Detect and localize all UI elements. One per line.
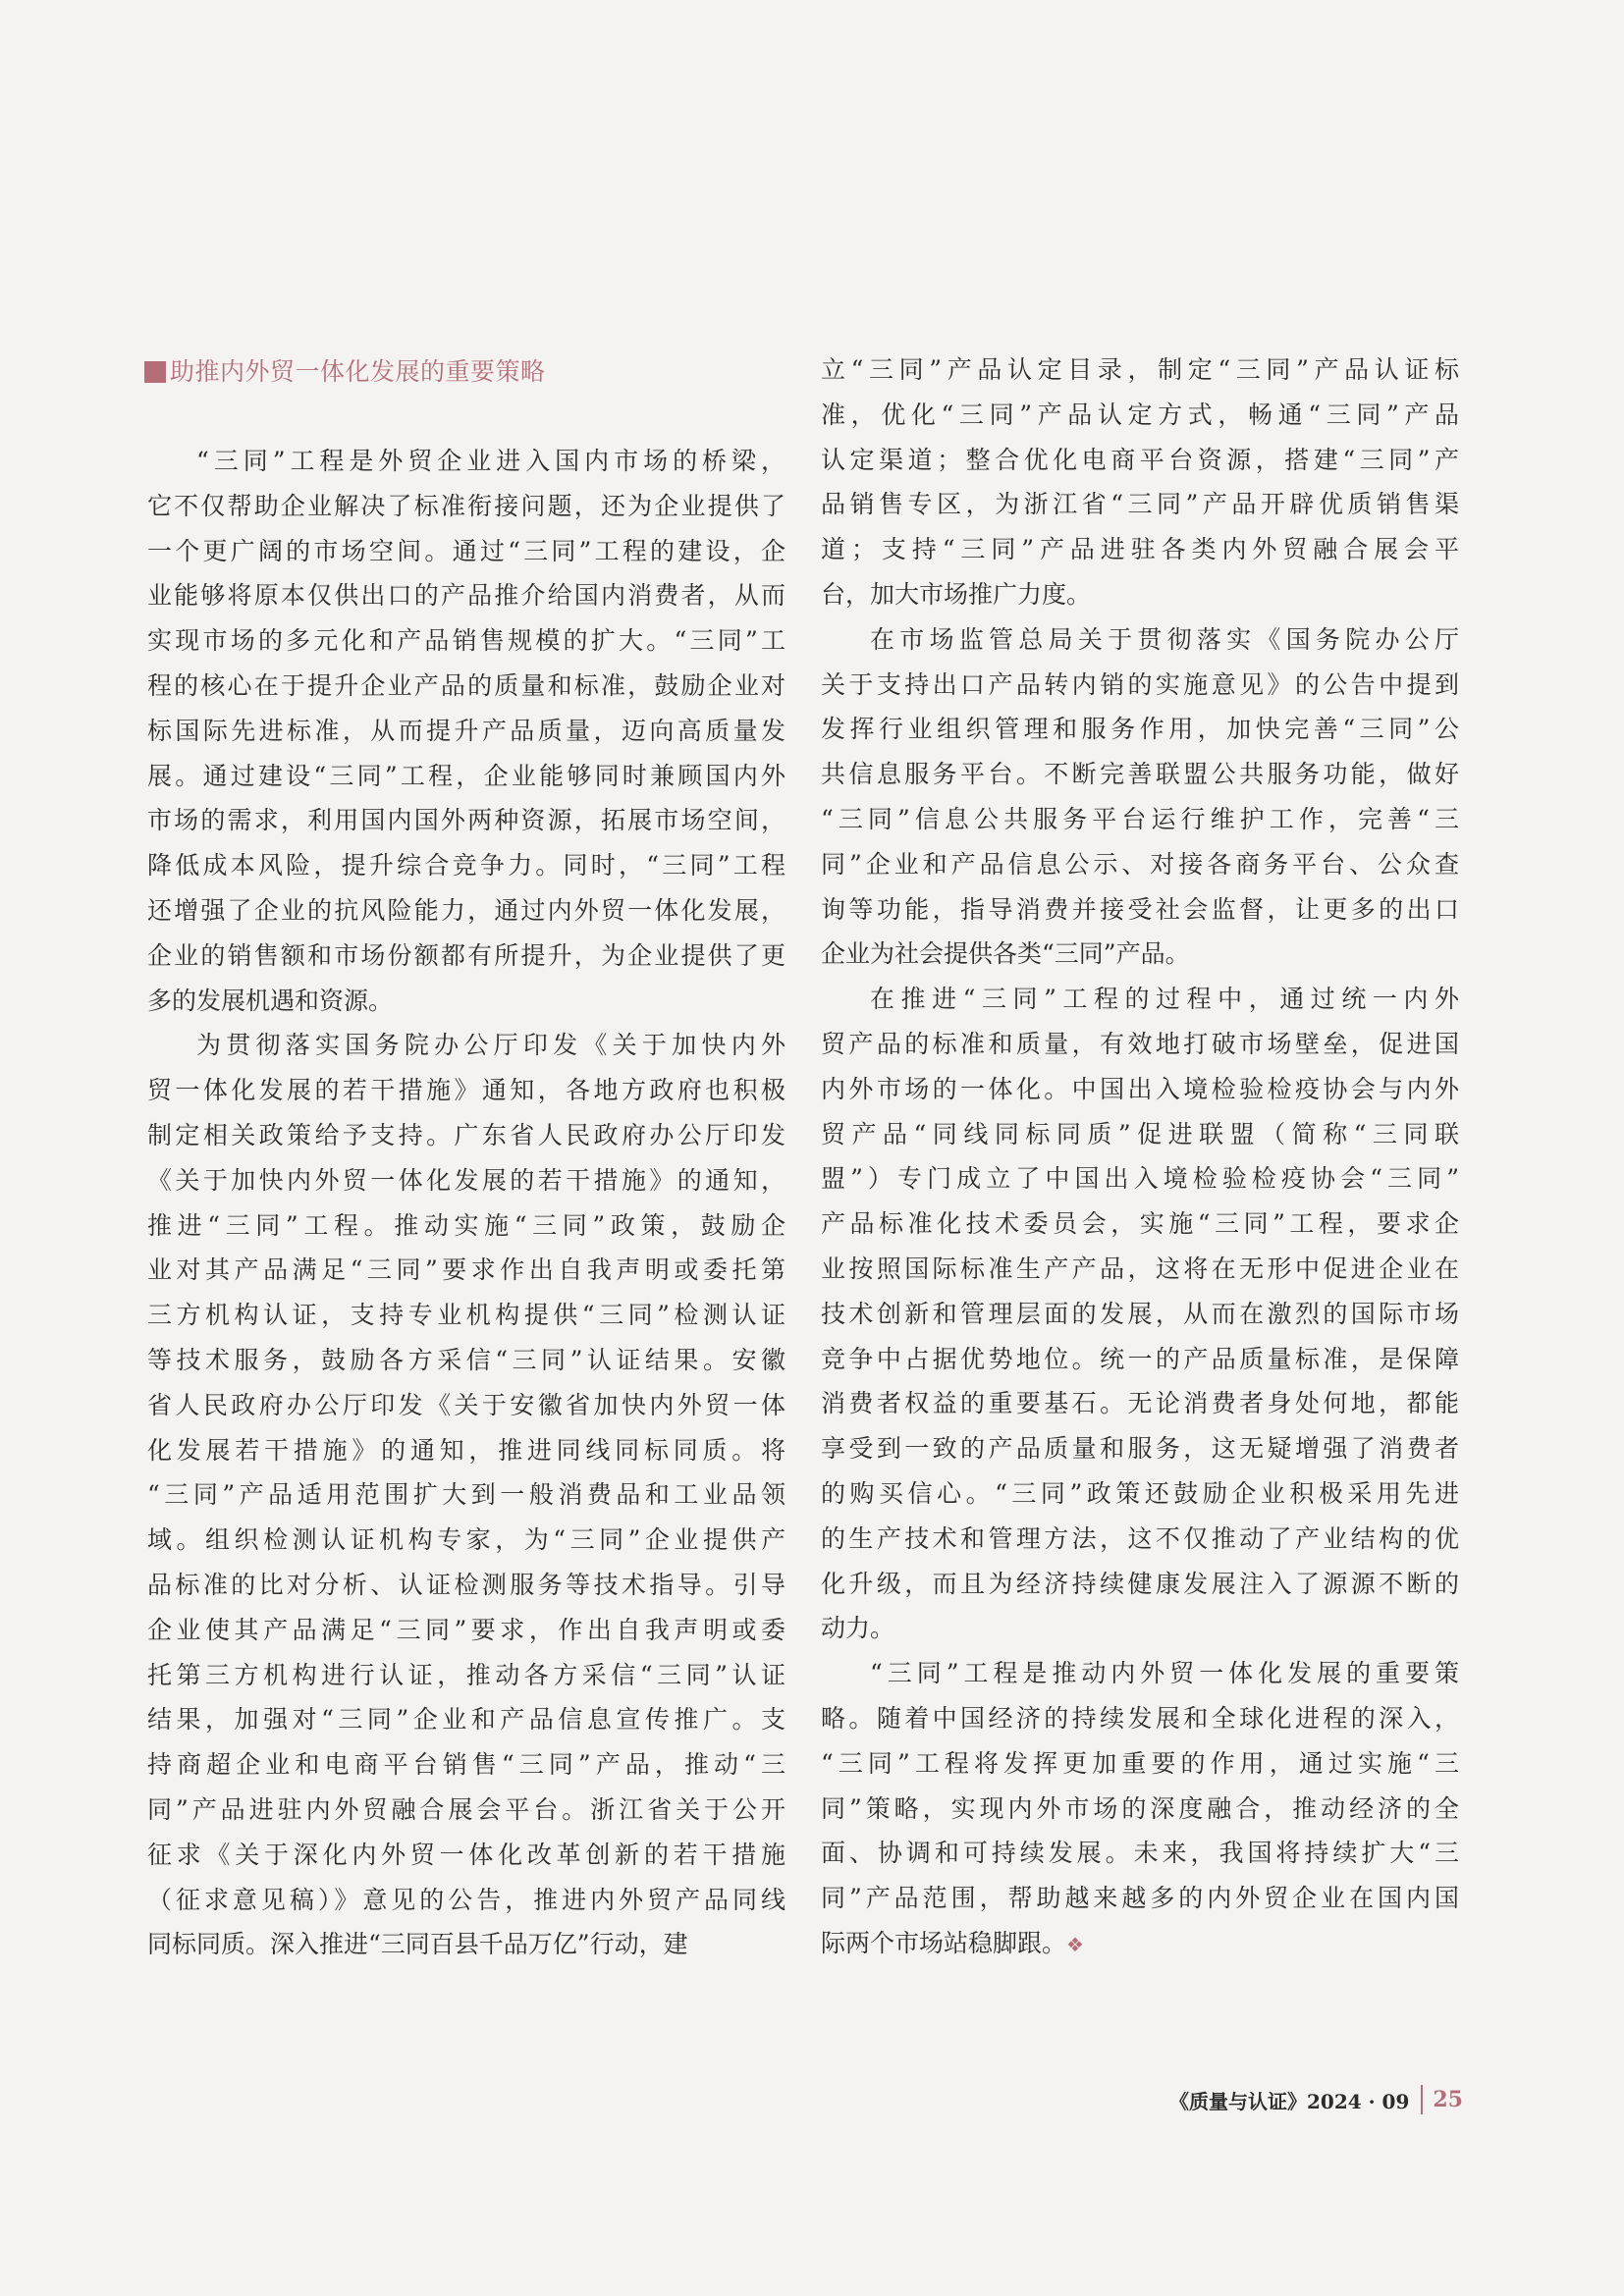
- text-line: [821, 1921, 1459, 1968]
- text-line: 企业为社会提供各类“三同”产品。: [821, 939, 1190, 969]
- text-line: 贸产品的标准和质量，有效地打破市场壁垒，促进国: [821, 1029, 1459, 1058]
- paragraph: [821, 617, 1459, 977]
- text-line: 标国际先进标准，从而提升产品质量，迈向高质量发: [147, 716, 785, 745]
- footer-divider: [1421, 2085, 1423, 2114]
- text-line: 的生产技术和管理方法，这不仅推动了产业结构的优: [821, 1523, 1459, 1553]
- text-line: 产品标准化技术委员会，实施“三同”工程，要求企: [821, 1209, 1459, 1239]
- text-line: 业按照国际标准生产产品，这将在无形中促进企业在: [821, 1254, 1459, 1283]
- section-marker-square: [144, 361, 166, 383]
- paragraph: [821, 1651, 1459, 1968]
- text-line: 征求《关于深化内外贸一体化改革创新的若干措施: [147, 1840, 785, 1869]
- paragraph: [147, 439, 785, 1023]
- text-line: “三同”产品适用范围扩大到一般消费品和工业品领: [147, 1480, 785, 1510]
- text-line: 省人民政府办公厅印发《关于安徽省加快内外贸一体: [147, 1390, 785, 1419]
- text-line: 《关于加快内外贸一体化发展的若干措施》的通知，: [147, 1165, 785, 1195]
- text-line: 台，加大市场推广力度。: [821, 579, 1092, 609]
- text-line: 制定相关政策给予支持。广东省人民政府办公厅印发: [147, 1120, 785, 1149]
- text-line: 它不仅帮助企业解决了标准衔接问题，还为企业提供了: [147, 491, 785, 520]
- text-line: 一个更广阔的市场空间。通过“三同”工程的建设，企: [147, 536, 785, 565]
- text-line: 结果，加强对“三同”企业和产品信息宣传推广。支: [147, 1705, 785, 1735]
- text-line: “三同”工程是推动内外贸一体化发展的重要策: [870, 1659, 1459, 1688]
- text-line: 同标同质。深入推进“三同百县千品万亿”行动，建: [147, 1930, 688, 1959]
- section-heading: [144, 355, 546, 389]
- page-number: 25: [1433, 2087, 1463, 2112]
- text-line: 程的核心在于提升企业产品的质量和标准，鼓励企业对: [147, 670, 785, 700]
- text-line: 等技术服务，鼓励各方采信“三同”认证结果。安徽: [147, 1345, 785, 1374]
- text-line: 业对其产品满足“三同”要求作出自我声明或委托第: [147, 1255, 785, 1285]
- text-line: 盟”）专门成立了中国出入境检验检疫协会“三同”: [821, 1164, 1459, 1194]
- text-line: 为贯彻落实国务院办公厅印发《关于加快内外: [196, 1031, 785, 1060]
- text-line: 贸产品“同线同标同质”促进联盟（简称“三同联: [821, 1119, 1459, 1148]
- page-footer: [1169, 2085, 1463, 2114]
- text-line: 内外市场的一体化。中国出入境检验检疫协会与内外: [821, 1074, 1459, 1103]
- text-line: 化发展若干措施》的通知，推进同线同标同质。将: [147, 1435, 785, 1465]
- text-line: 市场的需求，利用国内国外两种资源，拓展市场空间，: [147, 806, 785, 835]
- text-line: 贸一体化发展的若干措施》通知，各地方政府也积极: [147, 1076, 785, 1105]
- left-column: [147, 439, 785, 1967]
- text-line: 同”策略，实现内外市场的深度融合，推动经济的全: [821, 1793, 1459, 1823]
- text-line: 企业的销售额和市场份额都有所提升，为企业提供了更: [147, 940, 785, 970]
- text-line: 品销售专区，为浙江省“三同”产品开辟优质销售渠: [821, 490, 1459, 519]
- text-line: 技术创新和管理层面的发展，从而在激烈的国际市场: [821, 1299, 1459, 1328]
- text-line: 化升级，而且为经济持续健康发展注入了源源不断的: [821, 1569, 1459, 1598]
- end-mark-icon: ❖: [1066, 1932, 1084, 1956]
- text-line: 多的发展机遇和资源。: [147, 986, 394, 1015]
- text-line: 享受到一致的产品质量和服务，这无疑增强了消费者: [821, 1434, 1459, 1464]
- text-line: “三同”工程是外贸企业进入国内市场的桥梁，: [196, 447, 785, 475]
- text-line: 业能够将原本仅供出口的产品推介给国内消费者，从而: [147, 581, 785, 611]
- text-line: 关于支持出口产品转内销的实施意见》的公告中提到: [821, 669, 1459, 699]
- text-line: 竞争中占据优势地位。统一的产品质量标准，是保障: [821, 1344, 1459, 1373]
- text-line: 域。组织检测认证机构专家，为“三同”企业提供产: [147, 1525, 785, 1555]
- text-line: “三同”信息公共服务平台运行维护工作，完善“三: [821, 804, 1459, 833]
- paragraph: [821, 977, 1459, 1651]
- text-line: 持商超企业和电商平台销售“三同”产品，推动“三: [147, 1750, 785, 1780]
- text-line: 认定渠道；整合优化电商平台资源，搭建“三同”产: [821, 445, 1459, 474]
- right-column: [821, 347, 1459, 1968]
- paragraph: [147, 1023, 785, 1967]
- text-line: 消费者权益的重要基石。无论消费者身处何地，都能: [821, 1389, 1459, 1418]
- text-line: 动力。: [821, 1614, 895, 1643]
- text-line: 同”产品进驻内外贸融合展会平台。浙江省关于公开: [147, 1794, 785, 1824]
- section-title: 助推内外贸一体化发展的重要策略: [170, 357, 546, 386]
- text-line: 展。通过建设“三同”工程，企业能够同时兼顾国内外: [147, 761, 785, 790]
- text-line: 品标准的比对分析、认证检测服务等技术指导。引导: [147, 1570, 785, 1599]
- text-line: 略。随着中国经济的持续发展和全球化进程的深入，: [821, 1703, 1459, 1733]
- text-line: 面、协调和可持续发展。未来，我国将持续扩大“三: [821, 1839, 1459, 1868]
- text-line: 推进“三同”工程。推动实施“三同”政策，鼓励企: [147, 1210, 785, 1240]
- text-line: 的购买信心。“三同”政策还鼓励企业积极采用先进: [821, 1478, 1459, 1508]
- text-line: 共信息服务平台。不断完善联盟公共服务功能，做好: [821, 760, 1459, 789]
- text-line: 企业使其产品满足“三同”要求，作出自我声明或委: [147, 1615, 785, 1644]
- text-line: 实现市场的多元化和产品销售规模的扩大。“三同”工: [147, 626, 785, 656]
- text-line: 在市场监管总局关于贯彻落实《国务院办公厅: [870, 624, 1459, 654]
- text-line: “三同”工程将发挥更加重要的作用，通过实施“三: [821, 1748, 1459, 1778]
- text-line: （征求意见稿）》意见的公告，推进内外贸产品同线: [147, 1885, 785, 1914]
- text-line: 发挥行业组织管理和服务作用，加快完善“三同”公: [821, 715, 1459, 744]
- paragraph: [821, 347, 1459, 617]
- text-line: 询等功能，指导消费并接受社会监督，让更多的出口: [821, 894, 1459, 924]
- text-line: 降低成本风险，提升综合竞争力。同时，“三同”工程: [147, 851, 785, 881]
- text-line: 准，优化“三同”产品认定方式，畅通“三同”产品: [821, 400, 1459, 429]
- text-line: 道；支持“三同”产品进驻各类内外贸融合展会平: [821, 535, 1459, 564]
- end-line-text: 际两个市场站稳脚跟。: [821, 1928, 1067, 1957]
- text-line: 还增强了企业的抗风险能力，通过内外贸一体化发展，: [147, 895, 785, 925]
- text-line: 托第三方机构进行认证，推动各方采信“三同”认证: [147, 1660, 785, 1689]
- journal-issue: 《质量与认证》2024 · 09: [1168, 2089, 1410, 2113]
- text-line: 同”产品范围，帮助越来越多的内外贸企业在国内国: [821, 1884, 1459, 1913]
- text-line: 同”企业和产品信息公示、对接各商务平台、公众查: [821, 849, 1459, 879]
- text-line: 在推进“三同”工程的过程中，通过统一内外: [870, 985, 1459, 1014]
- text-line: 三方机构认证，支持专业机构提供“三同”检测认证: [147, 1301, 785, 1330]
- text-line: 立“三同”产品认定目录，制定“三同”产品认证标: [821, 355, 1459, 384]
